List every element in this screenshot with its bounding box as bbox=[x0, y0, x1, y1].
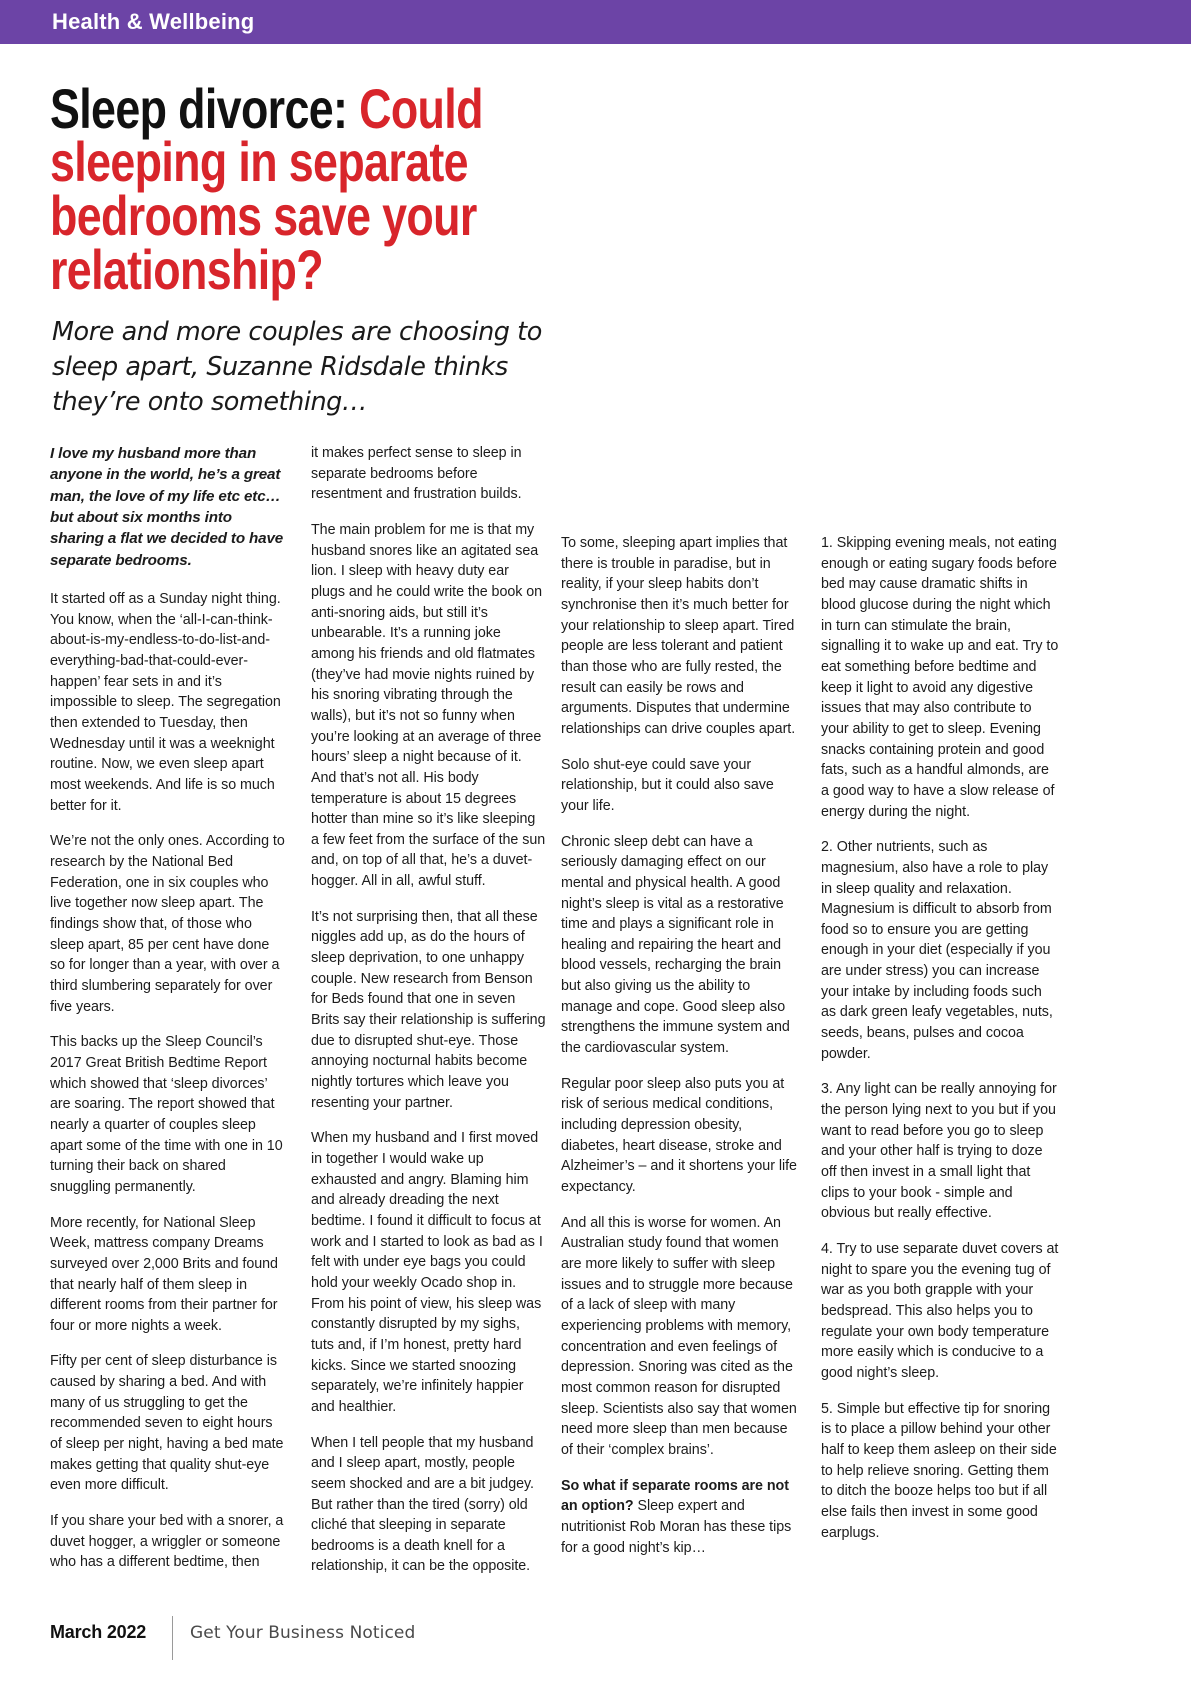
paragraph: To some, sleeping apart implies that there is trouble in paradise, but in reality, if your sleep habits don’t synchronise then it’s much better for your relationship to sleep apart. Tired people are less tolerant and patient than those who are fully rested, the result can easily be rows and arguments. Disputes that undermine relationships can drive couples apart. bbox=[561, 535, 796, 737]
tip-item: 2. Other nutrients, such as magnesium, also have a role to play in sleep quality and relaxation. Magnesium is difficult to absorb from food so to ensure you are getting enough in your diet (especially if you are under stress) you can increase your intake by including foods such as dark green leafy vegetables, nuts, seeds, beans, pulses and cocoa powder. bbox=[821, 839, 1053, 1062]
tips-lead-in-bold: So what if separate rooms are not an option? bbox=[561, 1477, 789, 1515]
paragraph: If you share your bed with a snorer, a duvet hogger, a wriggler or someone who has a different bedtime, then bbox=[50, 1513, 284, 1571]
article-column-4 bbox=[821, 533, 1059, 1543]
paragraph: It’s not surprising then, that all these niggles add up, as do the hours of sleep deprivation, to one unhappy couple. New research from Benson for Beds found that one in seven Brits say their relationship is suffering due to disrupted shut-eye. Those annoying nocturnal habits become nightly tortures which leave you resenting your partner. bbox=[311, 908, 546, 1111]
headline-part-black: Sleep divorce: bbox=[50, 76, 348, 140]
paragraph: More recently, for National Sleep Week, mattress company Dreams surveyed over 2,000 Brits and found that nearly half of them sleep in different rooms from their partner for four or more nights a week. bbox=[50, 1214, 278, 1334]
paragraph: Regular poor sleep also puts you at risk of serious medical conditions, including depression obesity, diabetes, heart disease, stroke and Alzheimer’s – and it shortens your life expectancy. bbox=[561, 1075, 797, 1196]
paragraph: it makes perfect sense to sleep in separate bedrooms before resentment and frustration builds. bbox=[311, 445, 522, 503]
tips-lead-in-paragraph bbox=[561, 1476, 799, 1559]
page-headline bbox=[50, 76, 570, 301]
paragraph: We’re not the only ones. According to research by the National Bed Federation, one in six couples who live together now sleep apart. The findings show that, of those who sleep apart, 85 per cent have done so for longer than a year, with over a third slumbering separately for over five years. bbox=[50, 833, 285, 1015]
tip-item: 5. Simple but effective tip for snoring is to place a pillow behind your other half to keep them asleep on their side to help relieve snoring. Getting them to ditch the booze helps too but if all else fails then invest in some good earplugs. bbox=[821, 1400, 1057, 1541]
section-kicker: Health & Wellbeing bbox=[52, 9, 255, 34]
footer-divider bbox=[172, 1616, 173, 1660]
paragraph: Solo shut-eye could save your relationship, but it could also save your life. bbox=[561, 756, 774, 814]
paragraph: It started off as a Sunday night thing. You know, when the ‘all-I-can-think-about-is-my-endless-to-do-list-and-everything-bad-that-could-ever-happen’ fear sets in and it’s impossible to sleep. The segregation then extended to Tuesday, then Wednesday until it was a weeknight routine. Now, we even sleep apart most weekends. And life is so much better for it. bbox=[50, 591, 281, 814]
intro-paragraph: I love my husband more than anyone in the world, he’s a great man, the love of my life etc etc… but about six months into sharing a flat we decided to have separate bedrooms. bbox=[50, 445, 284, 569]
paragraph: This backs up the Sleep Council’s 2017 Great British Bedtime Report which showed that ‘sleep divorces’ are soaring. The report showed that nearly a quarter of couples sleep apart some of the time with one in 10 turning their back on shared snuggling permanently. bbox=[50, 1034, 283, 1195]
section-band bbox=[0, 0, 1191, 44]
tips-lead-in-rest: Sleep expert and nutritionist Rob Moran has these tips for a good night’s kip… bbox=[561, 1498, 792, 1556]
standfirst: More and more couples are choosing to sleep apart, Suzanne Ridsdale thinks they’re onto something… bbox=[52, 317, 542, 418]
paragraph: The main problem for me is that my husband snores like an agitated sea lion. I sleep with heavy duty ear plugs and he could write the book on anti-snoring aids, but still it’s unbearable. It’s a running joke among his friends and old flatmates (they’ve had movie nights ruined by his snoring vibrating through the walls), but it’s not so funny when you’re looking at an average of three hours’ sleep a night because of it. And that’s not all. His body temperature is about 15 degrees hotter than mine so it’s like sleeping a few feet from the surface of the sun and, on top of all that, he’s a duvet-hogger. All in all, awful stuff. bbox=[311, 521, 546, 890]
paragraph: And all this is worse for women. An Australian study found that women are more likely to suffer with sleep issues and to struggle more because of a lack of sleep with many experiencing problems with memory, concentration and even feelings of depression. Snoring was cited as the most common reason for disrupted sleep. Scientists also say that women need more sleep than men because of their ‘complex brains’. bbox=[561, 1214, 797, 1458]
headline-part-red: Could sleeping in separate bedrooms save your relationship? bbox=[50, 76, 483, 301]
tip-item: 1. Skipping evening meals, not eating enough or eating sugary foods before bed may cause dramatic shifts in blood glucose during the night which in turn can stimulate the brain, signalling it to wake up and eat. Try to eat something before bedtime and keep it light to avoid any digestive issues that may also contribute to your ability to get to sleep. Evening snacks containing protein and good fats, such as a handful almonds, are a good way to have a slow release of energy during the night. bbox=[821, 535, 1059, 820]
page-footer bbox=[50, 1620, 1143, 1654]
article-column-1 bbox=[50, 443, 285, 1573]
footer-tagline: Get Your Business Noticed bbox=[190, 1623, 416, 1643]
footer-issue-date: March 2022 bbox=[50, 1622, 147, 1642]
tip-item: 4. Try to use separate duvet covers at night to spare you the evening tug of war as you both grapple with your bedspread. This also helps you to regulate your own body temperature more easily which is conducive to a good night’s sleep. bbox=[821, 1241, 1059, 1381]
article-column-2 bbox=[311, 443, 546, 1577]
paragraph: Chronic sleep debt can have a seriously damaging effect on our mental and physical health. A good night’s sleep is vital as a restorative time and plays a significant role in healing and repairing the heart and blood vessels, recharging the brain but also giving us the ability to manage and cope. Good sleep also strengthens the immune system and the cardiovascular system. bbox=[561, 833, 790, 1057]
article-column-3 bbox=[561, 533, 799, 1558]
paragraph: When I tell people that my husband and I sleep apart, mostly, people seem shocked and are a bit judgey. But rather than the tired (sorry) old cliché that sleeping in separate bedrooms is a death knell for a relationship, it can be the opposite. bbox=[311, 1434, 534, 1575]
tip-item: 3. Any light can be really annoying for the person lying next to you but if you want to read before you go to sleep and your other half is trying to doze off then invest in a small light that clips to your book - simple and obvious but really effective. bbox=[821, 1081, 1057, 1222]
article-columns bbox=[50, 443, 1143, 1575]
paragraph: Fifty per cent of sleep disturbance is caused by sharing a bed. And with many of us struggling to get the recommended seven to eight hours of sleep per night, having a bed mate makes getting that quality shut-eye even more difficult. bbox=[50, 1353, 284, 1494]
paragraph: When my husband and I first moved in together I would wake up exhausted and angry. Blaming him and already dreading the next bedtime. I found it difficult to focus at work and I started to look as bad as I felt with under eye bags you could hold your weekly Ocado shop in. From his point of view, his sleep was constantly disrupted by my sighs, tuts and, if I’m honest, pretty hard kicks. Since we started snoozing separately, we’re infinitely happier and healthier. bbox=[311, 1130, 543, 1415]
